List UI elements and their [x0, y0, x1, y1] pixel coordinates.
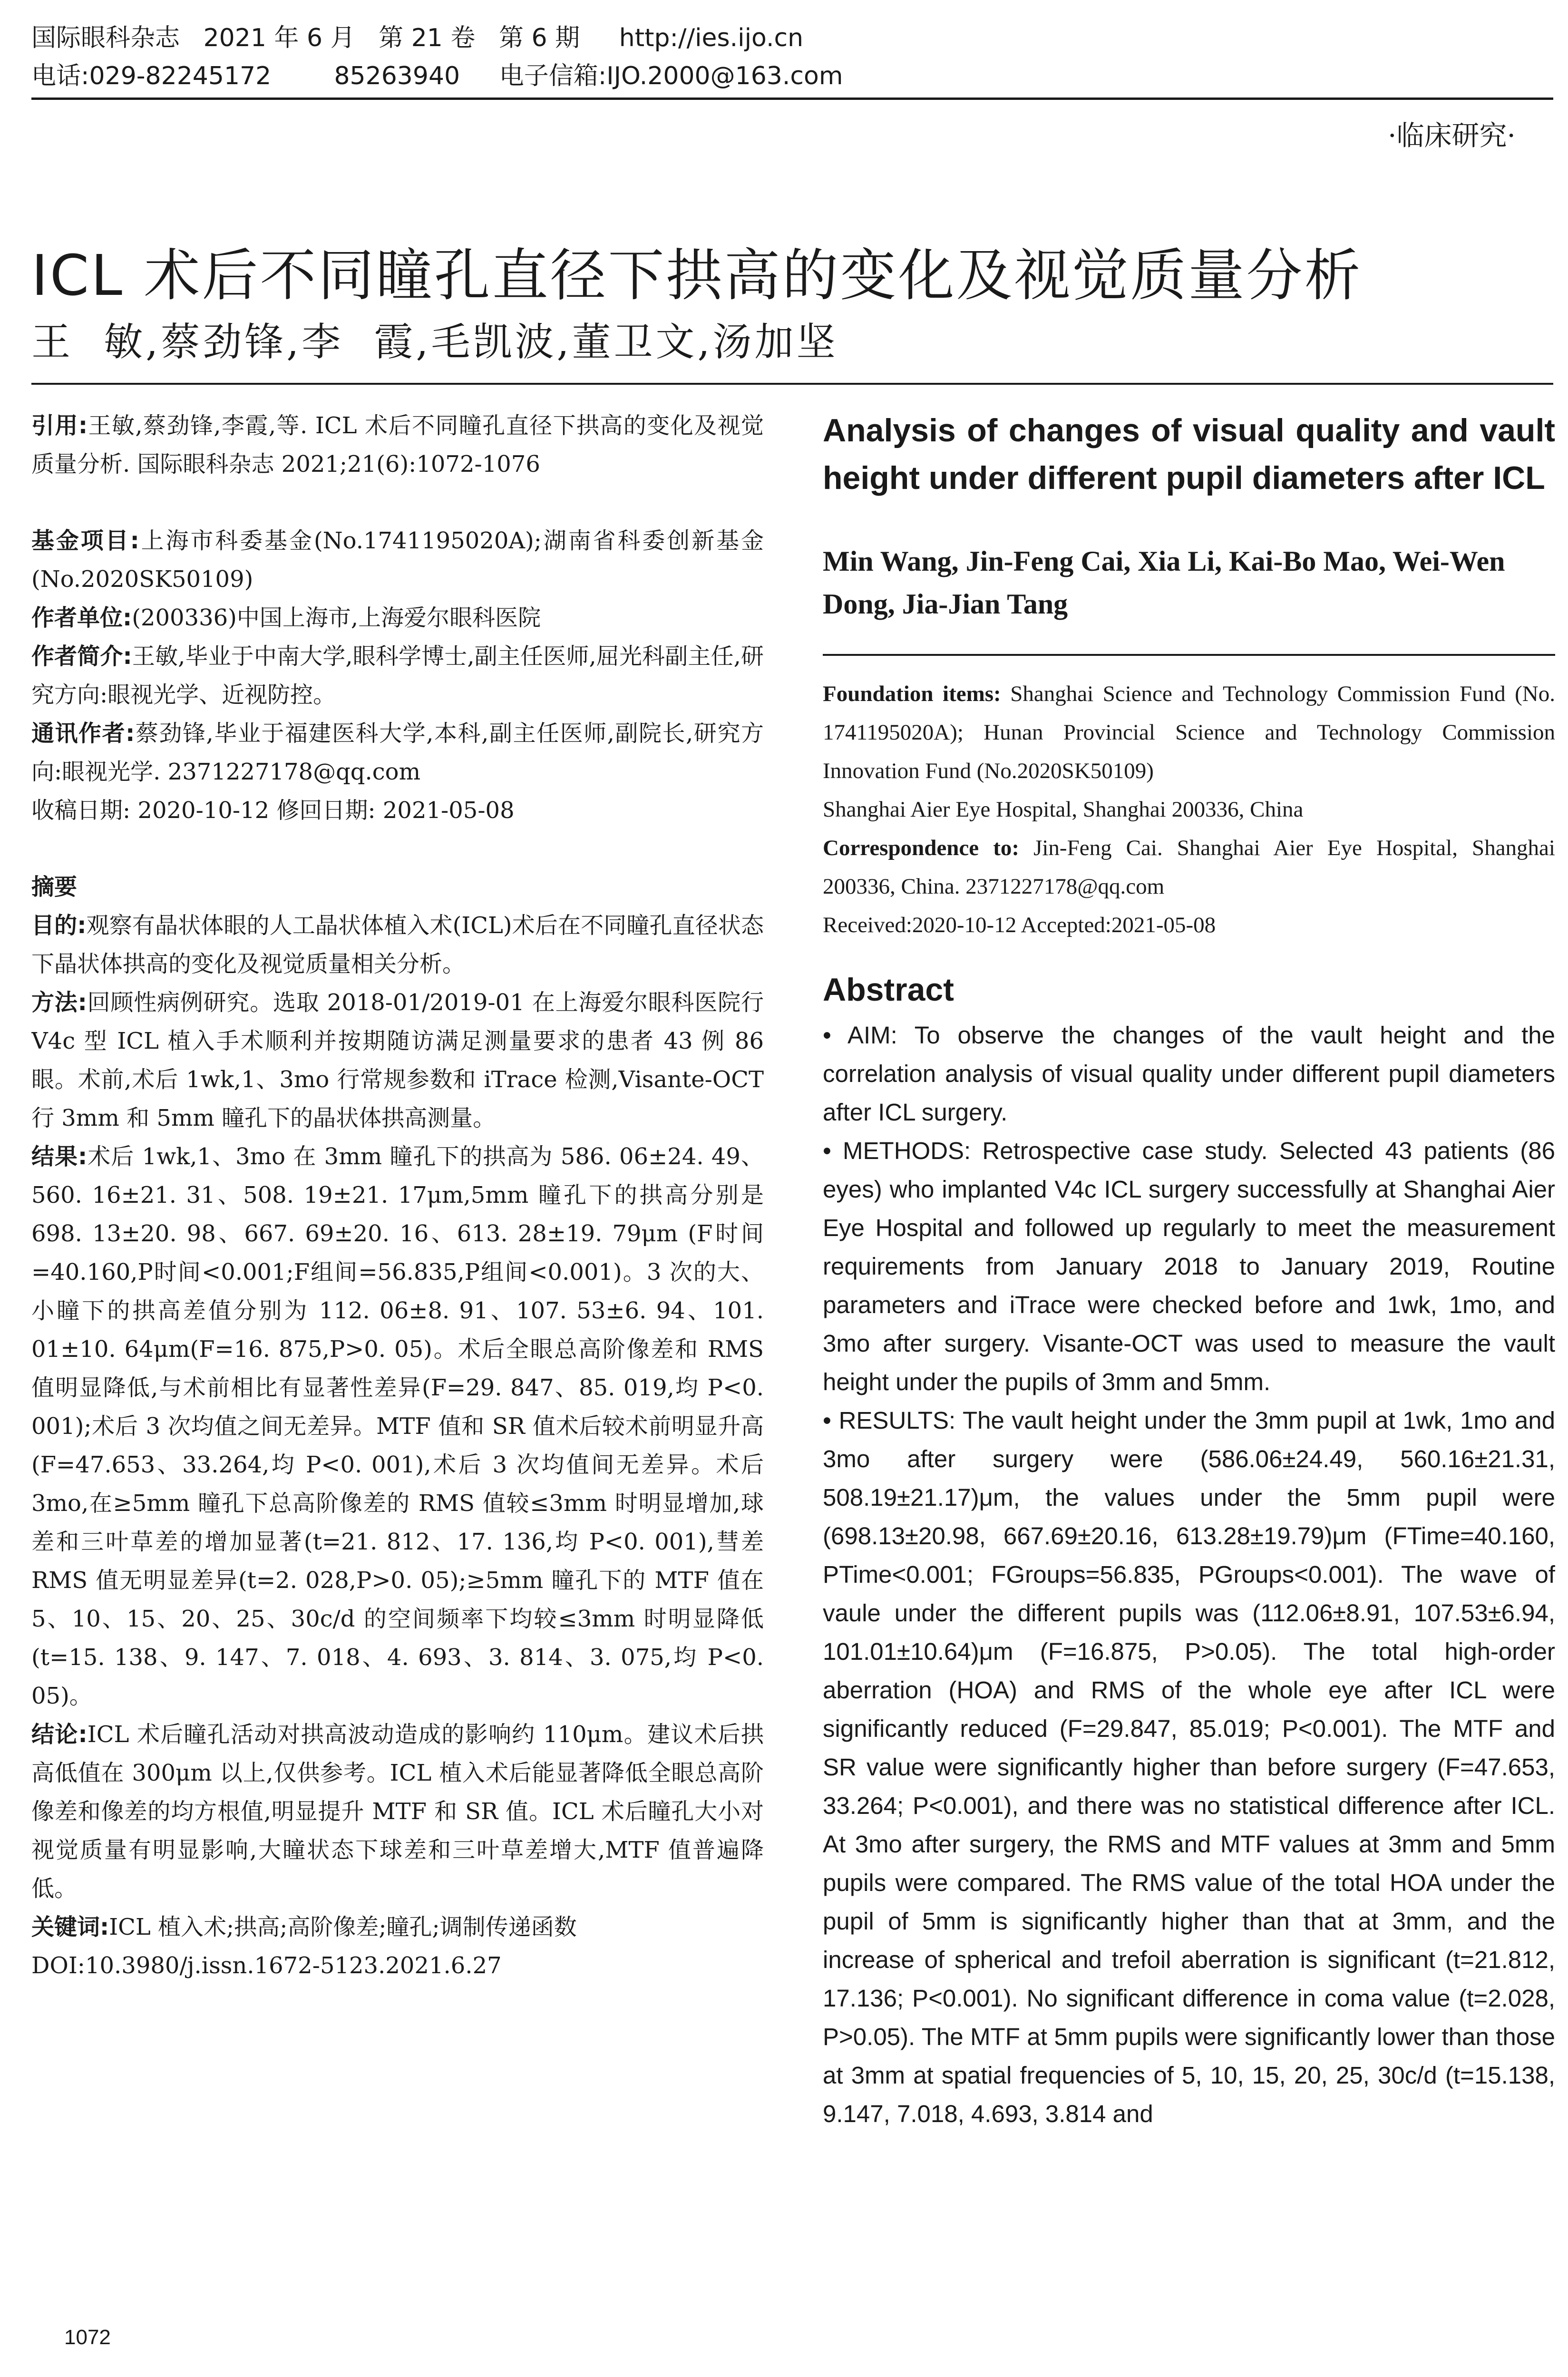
abstract-heading-en: Abstract	[823, 972, 954, 1008]
keywords	[31, 1908, 764, 1947]
results-label: 结果:	[31, 1143, 88, 1170]
authors-chinese: 王 敏,蔡劲锋,李 霞,毛凯波,董卫文,汤加坚	[31, 320, 838, 365]
authors-english: Min Wang, Jin-Feng Cai, Xia Li, Kai-Bo Mao, Wei-Wen Dong, Jia-Jian Tang	[823, 546, 1505, 620]
methods-en	[823, 1131, 1555, 1401]
authors-divider	[31, 383, 1553, 385]
conclusion-label: 结论:	[31, 1721, 88, 1748]
affiliation: Shanghai Aier Eye Hospital, Shanghai 200336, China	[823, 797, 1304, 822]
aim-label: • AIM:	[823, 1022, 897, 1049]
fund-label: 基金项目:	[31, 527, 139, 554]
header-contact: 电话:029-82245172 85263940 电子信箱:IJO.2000@163.com	[31, 62, 843, 90]
corresponding-author	[31, 714, 764, 791]
fund-info	[31, 522, 764, 599]
author-bio	[31, 637, 764, 714]
spacer	[31, 484, 764, 522]
header-divider	[31, 97, 1553, 100]
results-text: 术后 1wk,1、3mo 在 3mm 瞳孔下的拱高为 586. 06±24. 49、560. 16±21. 31、508. 19±21. 17μm,5mm 瞳孔下的拱高分别是 698. 13±20. 98、667. 69±20. 16、613. 28±19. 79μm (F时间=40.160,P时间<0.001;F组间=56.835,P组间<0.001)。3 次的大、小瞳下的拱高差值分别为 112. 06±8. 91、107. 53±6. 94、101. 01±10. 64μm(F=16. 875,P>0. 05)。术后全眼总高阶像差和 RMS 值明显降低,与术前相比有显著性差异(F=29. 847、85. 019,均 P<0. 001);术后 3 次均值之间无差异。MTF 值和 SR 值术后较术前明显升高(F=47.653、33.264,均 P<0. 001),术后 3 次均值间无差异。术后 3mo,在≥5mm 瞳孔下总高阶像差的 RMS 值较≤3mm 时明显增加,球差和三叶草差的增加显著(t=21. 812、17. 136,均 P<0. 001),彗差 RMS 值无明显差异(t=2. 028,P>0. 05);≥5mm 瞳孔下的 MTF 值在 5、10、15、20、25、30c/d 的空间频率下均较≤3mm 时明显降低(t=15. 138、9. 147、7. 018、4. 693、3. 814、3. 075,均 P<0. 05)。	[31, 1143, 764, 1709]
english-title: Analysis of changes of visual quality and vault height under different pupil diameters after ICL	[823, 412, 1555, 496]
spacer	[31, 830, 764, 868]
corr-text: 蔡劲锋,毕业于福建医科大学,本科,副主任医师,副院长,研究方向:眼视光学. 2371227178@qq.com	[31, 720, 764, 785]
correspondence	[823, 829, 1555, 906]
methods-label: 方法:	[31, 989, 87, 1016]
chinese-column	[31, 407, 764, 2271]
keywords-text: ICL 植入术;拱高;高阶像差;瞳孔;调制传递函数	[109, 1914, 577, 1940]
received-dates: 收稿日期: 2020-10-12 修回日期: 2021-05-08	[31, 797, 515, 824]
purpose-text: 观察有晶状体眼的人工晶状体植入术(ICL)术后在不同瞳孔直径状态下晶状体拱高的变化及视觉质量相关分析。	[31, 912, 764, 977]
doi: DOI:10.3980/j.issn.1672-5123.2021.6.27	[31, 1952, 502, 1979]
fund-text: 上海市科委基金(No.1741195020A);湖南省科委创新基金(No.2020SK50109)	[31, 527, 764, 593]
received-accepted: Received:2020-10-12 Accepted:2021-05-08	[823, 913, 1216, 937]
bio-text: 王敏,毕业于中南大学,眼科学博士,副主任医师,屈光科副主任,研究方向:眼视光学、近视防控。	[31, 643, 764, 708]
citation-text: 王敏,蔡劲锋,李霞,等. ICL 术后不同瞳孔直径下拱高的变化及视觉质量分析. 国际眼科杂志 2021;21(6):1072-1076	[31, 412, 764, 477]
aim	[823, 1016, 1555, 1131]
unit-label: 作者单位:	[31, 604, 132, 631]
results-en	[823, 1401, 1555, 2133]
foundation-text: Shanghai Science and Technology Commission Fund (No. 1741195020A); Hunan Provincial Science and Technology Commission Innovation Fund (No.2020SK50109)	[823, 682, 1555, 783]
methods-en-label: • METHODS:	[823, 1137, 971, 1164]
conclusion-text: ICL 术后瞳孔活动对拱高波动造成的影响约 110μm。建议术后拱高低值在 300μm 以上,仅供参考。ICL 植入术后能显著降低全眼总高阶像差和像差的均方根值,明显提升 MTF 和 SR 值。ICL 术后瞳孔大小对视觉质量有明显影响,大瞳状态下球差和三叶草差增大,MTF 值普遍降低。	[31, 1721, 764, 1902]
english-divider	[823, 654, 1555, 656]
purpose-label: 目的:	[31, 912, 87, 939]
foundation-label: Foundation items:	[823, 682, 1001, 706]
results	[31, 1138, 764, 1715]
conclusion	[31, 1715, 764, 1908]
unit-text: (200336)中国上海市,上海爱尔眼科医院	[132, 604, 541, 631]
aim-text: To observe the changes of the vault height and the correlation analysis of visual quality under different pupil diameters after ICL surgery.	[823, 1022, 1555, 1126]
english-column	[823, 407, 1555, 2342]
citation-label: 引用:	[31, 412, 88, 439]
citation	[31, 407, 764, 484]
results-en-label: • RESULTS:	[823, 1407, 956, 1434]
methods-en-text: Retrospective case study. Selected 43 patients (86 eyes) who implanted V4c ICL surgery successfully at Shanghai Aier Eye Hospital and followed up regularly to meet the measurement requirements from January 2018 to January 2019, Routine parameters and iTrace were checked before and 1wk, 1mo, and 3mo after surgery. Visante-OCT was used to measure the vault height under the pupils of 3mm and 5mm.	[823, 1137, 1555, 1395]
header-journal-issue: 国际眼科杂志 2021 年 6 月 第 21 卷 第 6 期 http://ies.ijo.cn	[31, 24, 804, 52]
results-en-text: The vault height under the 3mm pupil at 1wk, 1mo and 3mo after surgery were (586.06±24.49, 560.16±21.31, 508.19±21.17)μm, the values under the 5mm pupil were (698.13±20.98, 667.69±20.16, 613.28±19.79)μm (FTime=40.160, PTime<0.001; FGroups=56.835, PGroups<0.001). The wave of vaule under the different pupils was (112.06±8.91, 107.53±6.94, 101.01±10.64)μm (F=16.875, P>0.05). The total high-order aberration (HOA) and RMS of the whole eye after ICL were significantly reduced (F=29.847, 85.019; P<0.001). The MTF and SR value were significantly higher than before surgery (F=47.653, 33.264; P<0.001), and there was no statistical difference after ICL. At 3mo after surgery, the RMS and MTF values at 3mm and 5mm pupils were compared. The RMS value of the total HOA under the pupil of 5mm is significantly higher than that at 3mm, and the increase of spherical and trefoil aberration is significant (t=21.812, 17.136; P<0.001). No significant difference in coma value (t=2.028, P>0.05). The MTF at 5mm pupils were significantly lower than those at 3mm at spatial frequencies of 5, 10, 15, 20, 25, 30c/d (t=15.138, 9.147, 7.018, 4.693, 3.814 and	[823, 1407, 1555, 2127]
correspondence-text: Jin-Feng Cai. Shanghai Aier Eye Hospital, Shanghai 200336, China. 2371227178@qq.com	[823, 836, 1555, 899]
methods	[31, 984, 764, 1138]
bio-label: 作者简介:	[31, 643, 132, 670]
abstract-heading-cn: 摘要	[31, 874, 78, 900]
page-number: 1072	[64, 2326, 111, 2349]
keywords-label: 关键词:	[31, 1914, 109, 1940]
section-tag: ·临床研究·	[1388, 119, 1516, 152]
methods-text: 回顾性病例研究。选取 2018-01/2019-01 在上海爱尔眼科医院行 V4c 型 ICL 植入手术顺利并按期随访满足测量要求的患者 43 例 86 眼。术前,术后 1wk,1、3mo 行常规参数和 iTrace 检测,Visante-OCT 行 3mm 和 5mm 瞳孔下的晶状体拱高测量。	[31, 989, 764, 1131]
corr-label: 通讯作者:	[31, 720, 135, 747]
foundation-items	[823, 675, 1555, 790]
author-unit	[31, 599, 764, 637]
purpose	[31, 906, 764, 984]
correspondence-label: Correspondence to:	[823, 836, 1019, 860]
article-title: ICL 术后不同瞳孔直径下拱高的变化及视觉质量分析	[31, 243, 1363, 309]
running-header	[31, 19, 1553, 95]
